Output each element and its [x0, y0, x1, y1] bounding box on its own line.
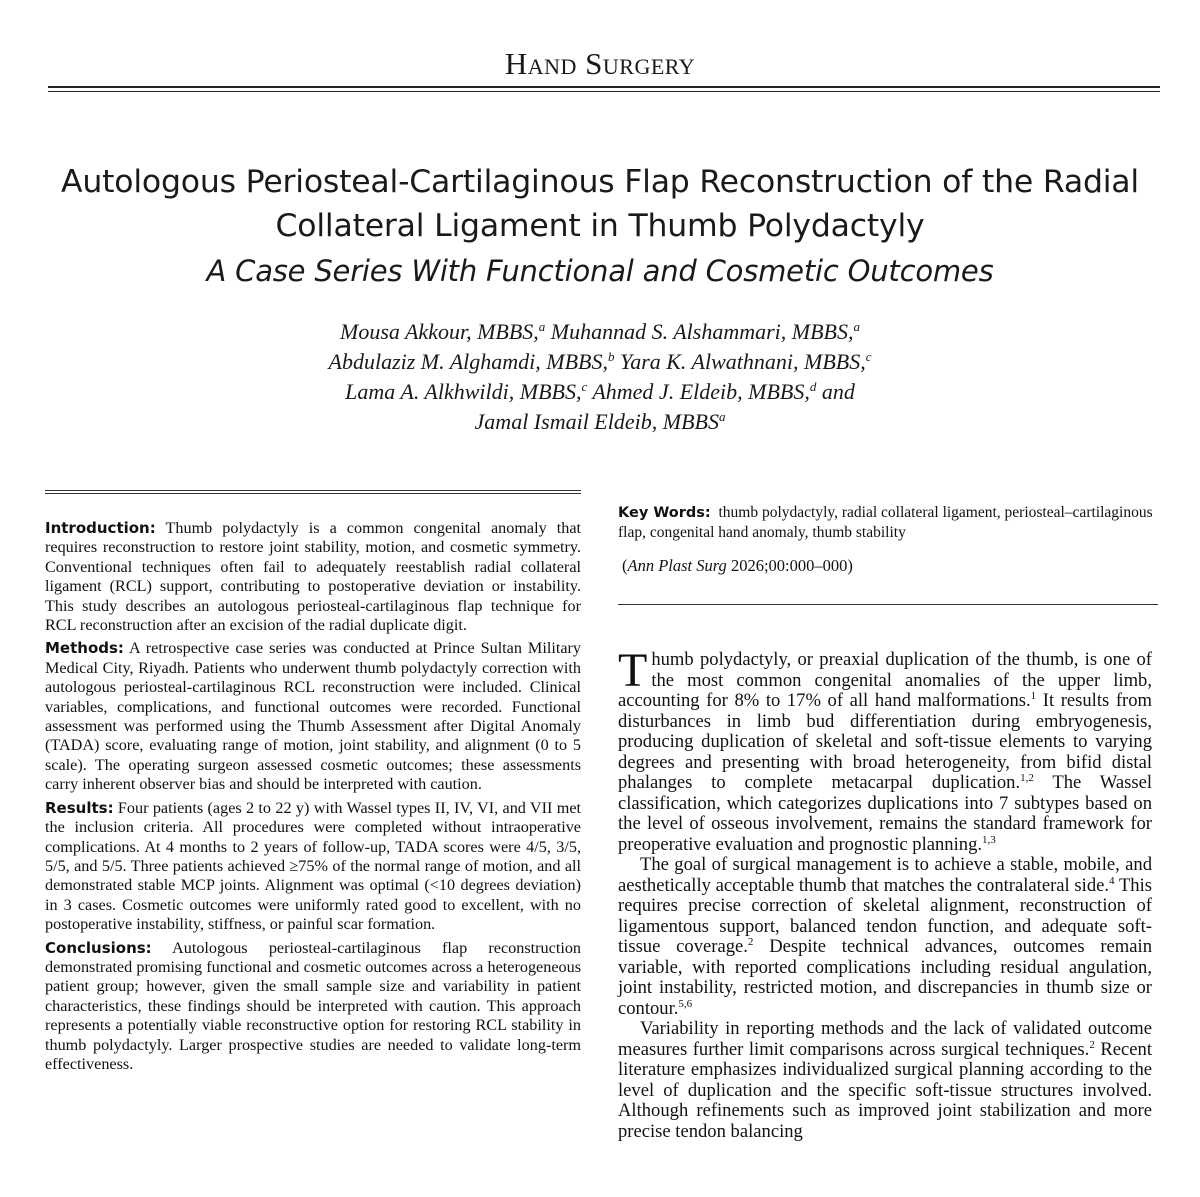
- author-affiliation: d: [809, 379, 817, 394]
- author-conjunction: and: [821, 379, 855, 404]
- reference-marker[interactable]: 1: [1030, 690, 1037, 702]
- body-text-run: Recent literature emphasizes individualized surgical planning according to the level of duplication and the specific soft-tissue structures involved. Although refinements such as improved joint stabilization and more precise tendon balancing: [618, 1038, 1152, 1142]
- section-header: Hand Surgery: [504, 46, 696, 81]
- keywords-label: Key Words:: [618, 505, 711, 521]
- reference-marker[interactable]: 2: [1089, 1038, 1095, 1051]
- body-paragraph: [618, 1019, 1152, 1142]
- reference-marker[interactable]: 5,6: [678, 997, 693, 1010]
- author-affiliation: a: [853, 319, 860, 334]
- author-name: Yara K. Alwathnani, MBBS,: [619, 349, 866, 374]
- reference-marker[interactable]: 4: [1109, 874, 1115, 887]
- citation-details: 2026;00:000–000): [726, 556, 853, 575]
- body-text-run: humb polydactyly, or preaxial duplication of the thumb, is one of the most common congenital anomalies of the upper limb, accounting for 8% to 17% of all hand malformations.: [618, 649, 1152, 711]
- author-name: Lama A. Alkhwildi, MBBS,: [345, 379, 582, 404]
- body-text-run: The Wassel classification, which categorizes duplications into 7 subtypes based on the level of osseous involvement, remains the standard framework for preoperative evaluation and prognostic planning.: [618, 772, 1152, 855]
- author-affiliation: b: [607, 349, 615, 364]
- author-affiliation: c: [865, 349, 872, 364]
- abstract-label: Conclusions:: [45, 938, 152, 957]
- author-name: Abdulaziz M. Alghamdi, MBBS,: [328, 349, 608, 374]
- abstract-label: Results:: [45, 798, 114, 817]
- reference-marker[interactable]: 2: [747, 936, 754, 948]
- body-paragraph: [618, 644, 1152, 855]
- author-name: Ahmed J. Eldeib, MBBS,: [592, 379, 810, 404]
- citation-journal: Ann Plast Surg: [627, 556, 727, 575]
- abstract-label: Methods:: [45, 639, 124, 658]
- citation-paren: (: [622, 556, 628, 575]
- author-name: Jamal Ismail Eldeib, MBBS: [474, 409, 719, 434]
- abstract-text: A retrospective case series was conducted at Prince Sultan Military Medical City, Riyadh. Patients who underwent thumb polydactyly correction with autologous periosteal-cartilaginous RCL reconstruction were included. Clinical variables, complications, and functional outcomes were recorded. Functional assessment was performed using the Thumb Assessment after Digital Anomaly (TADA) score, evaluating range of motion, joint stability, and alignment (0 to 5 scale). The operating surgeon assessed cosmetic outcomes; these assessments carry inherent observer bias and should be interpreted with caution.: [45, 639, 581, 794]
- body-text: [618, 644, 1152, 1142]
- header-rule: [48, 86, 1160, 88]
- keywords-text: thumb polydactyly, radial collateral ligament, periosteal–cartilaginous flap, congenital hand anomaly, thumb stability: [618, 504, 1153, 541]
- abstract-text: Autologous periosteal-cartilaginous flap reconstruction demonstrated promising functional and cosmetic outcomes across a heterogeneous patient group; however, given the small sample size and variability in patient characteristics, these findings should be interpreted with caution. This approach represents a potentially viable reconstructive option for restoring RCL stability in thumb polydactyly. Larger prospective studies are needed to validate long-term effectiveness.: [45, 938, 582, 1073]
- body-paragraph: [618, 855, 1152, 1019]
- keywords: [618, 503, 1158, 543]
- abstract-conclusions: [45, 939, 581, 1075]
- abstract-label: Introduction:: [45, 519, 156, 537]
- body-text-run: Despite technical advances, outcomes remain variable, with reported complications including residual angulation, joint instability, restricted motion, and discrepancies in thumb size or contour.: [618, 936, 1152, 1019]
- body-text-run: This requires precise correction of skeletal alignment, reconstruction of ligamentous support, balanced tendon function, and adequate soft-tissue coverage.: [618, 874, 1152, 957]
- author-name: Muhannad S. Alshammari, MBBS,: [550, 319, 854, 344]
- reference-marker[interactable]: 1,3: [982, 833, 996, 846]
- abstract-methods: [45, 639, 581, 794]
- citation: [622, 556, 1162, 576]
- author-name: Mousa Akkour, MBBS,: [340, 319, 539, 344]
- article-title: Autologous Periosteal-Cartilaginous Flap Reconstruction of the Radial Collateral Ligament in Thumb Polydactyly: [61, 164, 1139, 244]
- body-text-run: Variability in reporting methods and the lack of validated outcome measures further limit comparisons across surgical techniques.: [618, 1018, 1152, 1060]
- keywords-bottom-rule: [618, 604, 1158, 605]
- abstract: [45, 519, 581, 1078]
- author-list: [100, 317, 1100, 437]
- abstract-text: Thumb polydactyly is a common congenital anomaly that requires reconstruction to restore joint stability, motion, and cosmetic symmetry. Conventional techniques often fail to adequately reestablish radial collateral ligament (RCL) support, contributing to postoperative deviation or instability. This study describes an autologous periosteal-cartilaginous flap technique for RCL reconstruction after an excision of the radial duplicate digit.: [45, 519, 581, 635]
- body-text-run: It results from disturbances in limb bud differentiation during embryogenesis, producing duplication of skeletal and soft-tissue elements to varying degrees and presenting with broad heterogeneity, from bifid distal phalanges to complete metacarpal duplication.: [618, 690, 1152, 793]
- author-affiliation: a: [538, 319, 546, 334]
- body-text-run: The goal of surgical management is to achieve a stable, mobile, and aesthetically acceptable thumb that matches the contralateral side.: [618, 854, 1152, 896]
- header-rule-thin: [48, 91, 1160, 92]
- reference-marker[interactable]: 1,2: [1020, 772, 1034, 784]
- abstract-results: [45, 799, 581, 935]
- abstract-top-rule: [45, 490, 581, 494]
- author-affiliation: c: [581, 379, 588, 394]
- author-affiliation: a: [718, 409, 726, 424]
- drop-cap: T: [618, 644, 648, 697]
- abstract-text: Four patients (ages 2 to 22 y) with Wassel types II, IV, VI, and VII met the inclusion criteria. All procedures were completed without intraoperative complications. At 4 months to 2 years of follow-up, TADA scores were 4/5, 3/5, 5/5, and 5/5. Three patients achieved ≥75% of the normal range of motion, and all demonstrated stable MCP joints. Alignment was optimal (<10 degrees deviation) in 3 cases. Cosmetic outcomes were uniformly rated good to excellent, with no postoperative instability, stiffness, or painful scar formation.: [45, 798, 582, 934]
- article-subtitle: A Case Series With Functional and Cosmetic Outcomes: [206, 254, 994, 288]
- abstract-introduction: [45, 519, 581, 635]
